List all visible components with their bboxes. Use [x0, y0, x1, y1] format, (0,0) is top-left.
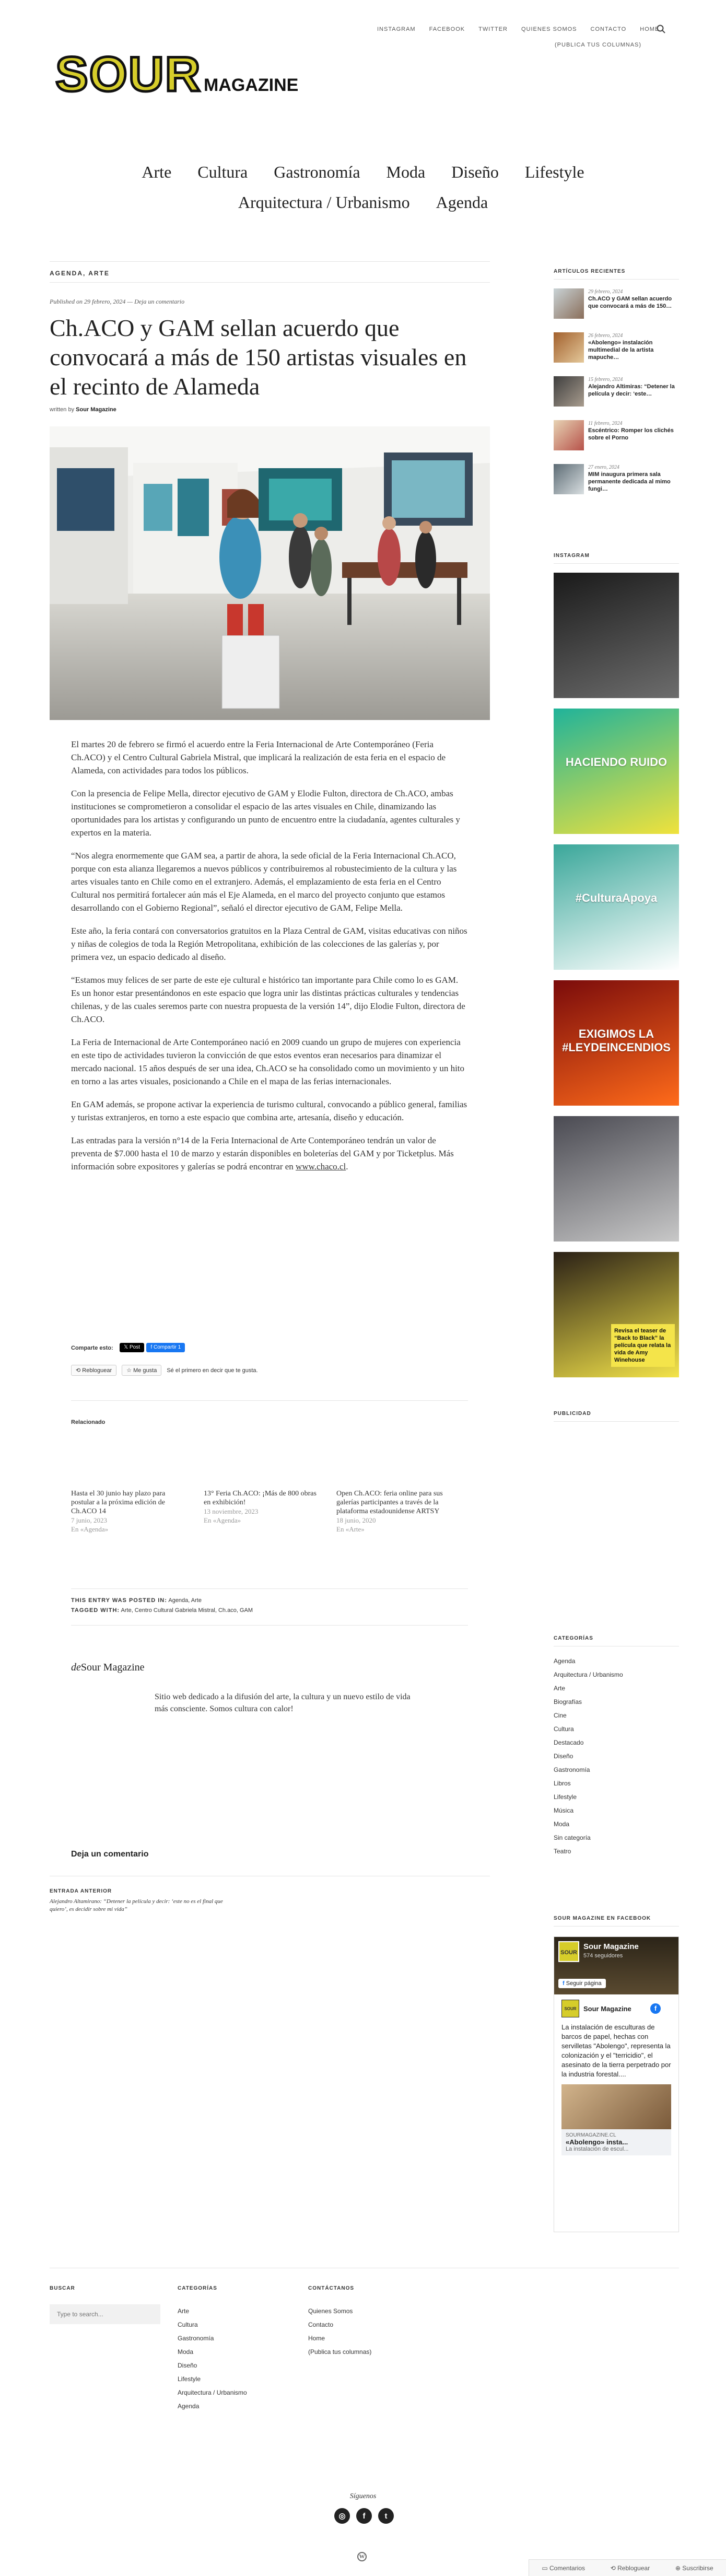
category-link[interactable]: Libros: [554, 1780, 571, 1787]
footer-search-heading: BUSCAR: [50, 2285, 75, 2291]
main-menu-item[interactable]: Gastronomía: [274, 163, 360, 181]
footer-category-link[interactable]: Cultura: [178, 2321, 198, 2328]
related-post-title[interactable]: 13° Feria Ch.ACO: ¡Más de 800 obras en exhibición!: [204, 1490, 317, 1506]
related-post-title[interactable]: Open Ch.ACO: feria online para sus galerías participantes a través de la plataforma estadounidense ARTSY: [336, 1490, 443, 1515]
divider: [554, 563, 679, 564]
footer-category-link[interactable]: Gastronomía: [178, 2335, 214, 2342]
main-menu-item[interactable]: Cultura: [197, 163, 248, 181]
share-x-button[interactable]: 𝕏 Post: [120, 1343, 144, 1352]
footer-contact-heading: CONTÁCTANOS: [308, 2285, 355, 2291]
instagram-icon[interactable]: ◎: [334, 2508, 350, 2524]
related-posts: [71, 1489, 468, 1534]
footer-contact-link[interactable]: (Publica tus columnas): [308, 2348, 372, 2355]
search-input[interactable]: [50, 2304, 160, 2324]
instagram-post[interactable]: [554, 844, 679, 970]
category-link[interactable]: Cine: [554, 1712, 567, 1719]
instagram-post[interactable]: [554, 1252, 679, 1377]
reblog-action-label: Rebloguear: [617, 2564, 650, 2572]
site-logo[interactable]: [52, 37, 298, 105]
like-bar: [71, 1365, 258, 1376]
footer-contact-link[interactable]: Home: [308, 2335, 325, 2342]
recent-posts-heading: ARTÍCULOS RECIENTES: [554, 269, 626, 274]
recent-post-text: [588, 464, 679, 494]
post-paragraphs: [71, 738, 468, 1124]
search-icon[interactable]: [656, 24, 666, 34]
related-post-date: 13 noviembre, 2023: [204, 1507, 259, 1515]
instagram-post[interactable]: [554, 709, 679, 834]
instagram-post-headline: EXIGIMOS LA #LEYDEINCENDIOS: [562, 1027, 671, 1054]
share-facebook-button[interactable]: f Compartir 1: [146, 1343, 185, 1352]
recent-post[interactable]: [554, 288, 679, 319]
top-nav-link[interactable]: INSTAGRAM: [377, 26, 416, 32]
main-menu-item[interactable]: Moda: [386, 163, 426, 181]
post-paragraph: “Estamos muy felices de ser parte de este eje cultural e histórico tan importante para Chile como lo es GAM. Es un honor estar presentándonos en este espacio que logra unir las distintas prácticas culturales y tendencias chilenas, y de las cuales seremos parte con nuestra propuesta de la versión 14”, dijo Elodie Fulton, directora de Ch.ACO.: [71, 975, 465, 1024]
footer-category-link[interactable]: Arte: [178, 2307, 190, 2315]
follow-label: Síguenos: [349, 2492, 377, 2500]
post-paragraph: En GAM además, se propone activar la experiencia de turismo cultural, convocando a público general, familias y turistas extranjeros, en torno a este espacio que combina arte, artesanía, diseño y educación.: [71, 1099, 467, 1122]
category-link[interactable]: Gastronomía: [554, 1766, 590, 1773]
logo-magazine-text: MAGAZINE: [204, 75, 298, 95]
related-heading: Relacionado: [71, 1419, 106, 1425]
like-button[interactable]: [122, 1365, 161, 1376]
fb-post: [554, 1994, 678, 2161]
footer-category-link[interactable]: Arquitectura / Urbanismo: [178, 2389, 247, 2396]
recent-post-title[interactable]: Ch.ACO y GAM sellan acuerdo que convocará a más de 150…: [588, 296, 672, 309]
like-label: Me gusta: [133, 1367, 157, 1374]
related-post-date: 7 junio, 2023: [71, 1516, 107, 1524]
recent-post[interactable]: [554, 376, 679, 407]
post-paragraph: El martes 20 de febrero se firmó el acuerdo entre la Feria Internacional de Arte Contemporáneo (Feria Ch.ACO) y el Centro Cultural Gabriela Mistral, que implicará la realización de esta feria en el espacio de Alameda, con actividades para todos los públicos.: [71, 739, 446, 775]
publicidad-heading: PUBLICIDAD: [554, 1411, 591, 1417]
instagram-post[interactable]: [554, 980, 679, 1106]
recent-post-thumbnail[interactable]: [554, 376, 584, 407]
post-taxonomy: [71, 1596, 253, 1616]
category-link[interactable]: Biografías: [554, 1698, 582, 1705]
related-post[interactable]: [71, 1489, 186, 1534]
comment-icon: ▭: [542, 2564, 550, 2572]
top-nav-link[interactable]: FACEBOOK: [429, 26, 465, 32]
category-link[interactable]: Cultura: [554, 1725, 574, 1733]
recent-post-text: [588, 420, 679, 450]
tagged-links[interactable]: Arte, Centro Cultural Gabriela Mistral, Ch.aco, GAM: [121, 1607, 253, 1614]
post-paragraph: Este año, la feria contará con conversatorios gratuitos en la Plaza Central de GAM, visitas educativas con niños y niñas de colegios de toda la Región Metropolitana, exhibición de las colecciones de las galerías y, por primera vez, un espacio dedicado al diseño.: [71, 926, 467, 962]
fb-post-author[interactable]: Sour Magazine: [583, 2004, 631, 2013]
author-name-text: Sour Magazine: [80, 1662, 145, 1673]
category-link[interactable]: Moda: [554, 1820, 570, 1828]
filed-row: [71, 1596, 253, 1606]
recent-post-title[interactable]: MIM inaugura primera sala permanente dedicada al mimo fungi…: [588, 471, 671, 492]
facebook-heading: SOUR MAGAZINE EN FACEBOOK: [554, 1916, 651, 1921]
filed-links[interactable]: Agenda, Arte: [168, 1597, 202, 1604]
post-paragraph: Con la presencia de Felipe Mella, director ejecutivo de GAM y Elodie Fulton, directora de Ch.ACO, ambas instituciones se comprometieron a consolidar el espacio de las artes visuales en Chile, dinamizando las oportunidades para los artistas y configurando un punto de encuentro entre la ciudadanía, agentes culturales y expertos en la materia.: [71, 788, 460, 838]
recent-post-date: 26 febrero, 2024: [588, 333, 623, 339]
reblog-button[interactable]: [71, 1365, 116, 1376]
instagram-post[interactable]: [554, 573, 679, 698]
footer-category-link[interactable]: Diseño: [178, 2362, 197, 2369]
instagram-heading: INSTAGRAM: [554, 553, 590, 559]
fb-post-header: [561, 2000, 671, 2017]
categories-heading: CATEGORÍAS: [554, 1635, 593, 1641]
footer-categories-heading: CATEGORÍAS: [178, 2285, 217, 2291]
recent-post-thumbnail[interactable]: [554, 420, 584, 450]
previous-entry-link[interactable]: Alejandro Altamirano: “Detener la película y decir: ‘este no es el final que quiero’, es decidir sobre mi vida”: [50, 1898, 223, 1912]
author-bio: Sitio web dedicado a la difusión del arte, la cultura y un nuevo estilo de vida más consciente. Somos cultura con calor!: [155, 1692, 411, 1713]
hero-image: [50, 426, 490, 720]
share-label: Comparte esto:: [71, 1345, 113, 1352]
fb-page-name[interactable]: Sour Magazine: [583, 1942, 639, 1951]
filed-label: THIS ENTRY WAS POSTED IN:: [71, 1597, 167, 1604]
post-body: [71, 738, 468, 1183]
footer-contact: [308, 2304, 371, 2359]
fb-follow-label: Seguir página: [566, 1980, 602, 1987]
reblog-action-button[interactable]: [611, 2565, 650, 2572]
fb-link-preview[interactable]: [561, 2129, 671, 2155]
star-icon: ☆: [126, 1367, 134, 1374]
post-paragraph-last: Las entradas para la versión n°14 de la Feria Internacional de Arte Contemporáneo tendrán un valor de preventa de $7.000 hasta el 10 de marzo y estarán disponibles en boleterías del GAM y por Ticketplus. Más información sobre expositores y galerías se podrá encontrar en www.chaco.cl.: [71, 1135, 454, 1171]
recent-post-text: [588, 332, 679, 363]
recent-post-date: 27 enero, 2024: [588, 465, 619, 470]
divider: [71, 1625, 468, 1626]
related-post-category: En «Agenda»: [71, 1525, 109, 1533]
related-post[interactable]: [336, 1489, 451, 1534]
recent-post[interactable]: [554, 332, 679, 363]
related-post-category: En «Arte»: [336, 1525, 365, 1533]
facebook-icon[interactable]: f: [650, 2003, 661, 2014]
fb-post-avatar: SOUR: [561, 2000, 579, 2017]
twitter-icon[interactable]: t: [378, 2508, 394, 2524]
recent-post-title[interactable]: «Abolengo» instalación multimedial de la artista mapuche…: [588, 340, 654, 361]
fb-link-image[interactable]: [561, 2084, 671, 2129]
previous-entry-label: ENTRADA ANTERIOR: [50, 1888, 112, 1894]
facebook-icon[interactable]: f: [356, 2508, 372, 2524]
category-link[interactable]: Teatro: [554, 1848, 571, 1855]
fb-link-domain: SOURMAGAZINE.CL: [566, 2132, 616, 2138]
recent-post-title[interactable]: Escéntrico: Romper los clichés sobre el Porno: [588, 427, 674, 441]
footer-category-link[interactable]: Agenda: [178, 2403, 200, 2410]
instagram-post-headline: HACIENDO RUIDO: [565, 756, 668, 769]
main-menu-item[interactable]: Agenda: [436, 193, 488, 212]
category-link[interactable]: Sin categoría: [554, 1834, 591, 1841]
tagged-label: TAGGED WITH:: [71, 1607, 120, 1614]
main-menu-item[interactable]: Lifestyle: [524, 163, 584, 181]
category-link[interactable]: Agenda: [554, 1657, 576, 1665]
reblog-icon: ⟲: [610, 2564, 618, 2572]
related-post-date: 18 junio, 2020: [336, 1516, 376, 1524]
post-title: Ch.ACO y GAM sellan acuerdo que convocará a más de 150 artistas visuales en el recinto de Alameda: [50, 315, 467, 400]
author-name[interactable]: [71, 1662, 145, 1674]
top-nav-link[interactable]: CONTACTO: [590, 26, 627, 32]
divider: [554, 279, 679, 280]
category-link[interactable]: Arte: [554, 1685, 566, 1692]
subscribe-label: Suscribirse: [682, 2564, 713, 2572]
categories-list: [554, 1654, 623, 1858]
chaco-link[interactable]: www.chaco.cl: [296, 1162, 346, 1171]
reblog-label: Rebloguear: [82, 1367, 112, 1374]
fb-post-text: La instalación de esculturas de barcos de papel, hechas con servilletas "Abolengo", representa la colonización y el "terricidio", el asesinato de la tierra perpetrado por la industria forestal....: [561, 2023, 671, 2078]
comments-label: Comentarios: [549, 2564, 586, 2572]
recent-post-thumbnail[interactable]: [554, 288, 584, 319]
recent-post-text: [588, 288, 679, 319]
footer-contact-link[interactable]: Quienes Somos: [308, 2307, 353, 2315]
footer-category-link[interactable]: Lifestyle: [178, 2375, 201, 2383]
related-post[interactable]: [204, 1489, 319, 1534]
main-menu-item[interactable]: Arquitectura / Urbanismo: [238, 193, 410, 212]
like-note: Sé el primero en decir que te gusta.: [167, 1367, 258, 1374]
facebook-widget: [554, 1936, 679, 2232]
top-nav-link[interactable]: TWITTER: [478, 26, 508, 32]
main-menu-row-1: [0, 157, 726, 187]
divider: [50, 282, 490, 283]
post-paragraph: La Feria de Internacional de Arte Contemporáneo nació en 2009 cuando un grupo de mujeres con experiencia en este tipo de actividades tuvieron la convicción de que estos eventos eran necesarios para dinamizar el mercado nacional. 15 años después de ser una idea, Ch.ACO se ha consolidado como un movimiento y un hito en torno a las artes visuales, posicionando a Chile en el mapa de las ferias internacionales.: [71, 1037, 465, 1086]
fb-followers: 574 seguidores: [583, 1953, 623, 1959]
comments-button[interactable]: [542, 2565, 585, 2572]
main-menu: [0, 157, 726, 217]
paragraph-text: Las entradas para la versión n°14 de la Feria Internacional de Arte Contemporáneo tendrán un valor de preventa de $7.000 hasta el 10 de marzo y estarán disponibles en boleterías del GAM y por Ticketplus. Más información sobre expositores y galerías se podrá encontrar en: [71, 1135, 454, 1171]
social-icons: [334, 2508, 394, 2524]
comment-heading: Deja un comentario: [71, 1850, 149, 1859]
instagram-post-headline: #CulturaApoya: [575, 891, 658, 904]
divider: [554, 1926, 679, 1927]
instagram-post[interactable]: [554, 1116, 679, 1241]
top-nav-link[interactable]: HOME: [640, 26, 660, 32]
related-post-title[interactable]: Hasta el 30 junio hay plazo para postular a la próxima edición de Ch.ACO 14: [71, 1490, 166, 1515]
top-nav-publish-link[interactable]: (PUBLICA TUS COLUMNAS): [555, 42, 642, 48]
category-link[interactable]: Destacado: [554, 1739, 584, 1746]
byline-prefix: written by: [50, 407, 75, 413]
footer-categories: [178, 2304, 247, 2413]
post-categories[interactable]: AGENDA, ARTE: [50, 270, 110, 277]
author-name-prefix: de: [71, 1662, 81, 1673]
top-navigation: [377, 26, 659, 32]
divider: [554, 1421, 679, 1422]
tagged-row: [71, 1606, 253, 1616]
wordpress-icon[interactable]: W: [357, 2552, 367, 2561]
divider: [50, 261, 490, 262]
share-bar: [71, 1343, 468, 1352]
post-meta: Published on 29 febrero, 2024 — Deja un comentario: [50, 298, 185, 305]
fb-cover: [554, 1937, 678, 1994]
facebook-icon: f: [563, 1980, 566, 1987]
fb-link-title: «Abolengo» insta...: [566, 2138, 628, 2146]
footer-category-link[interactable]: Moda: [178, 2348, 194, 2355]
main-menu-row-2: [0, 187, 726, 217]
recent-post[interactable]: [554, 464, 679, 494]
fb-link-desc: La instalación de escul...: [566, 2146, 629, 2152]
logo-sour-text: SOUR: [55, 47, 202, 101]
subscribe-icon: ⊕: [675, 2564, 683, 2572]
main-menu-item[interactable]: Arte: [142, 163, 172, 181]
category-link[interactable]: Música: [554, 1807, 574, 1814]
subscribe-button[interactable]: [675, 2565, 713, 2572]
fb-avatar[interactable]: SOUR: [558, 1941, 579, 1962]
category-link[interactable]: Arquitectura / Urbanismo: [554, 1671, 623, 1678]
related-post-category: En «Agenda»: [204, 1516, 241, 1524]
post-byline: [50, 407, 116, 413]
recent-post[interactable]: [554, 420, 679, 450]
recent-post-text: [588, 376, 679, 407]
action-bar: [529, 2559, 726, 2576]
category-link[interactable]: Diseño: [554, 1753, 573, 1760]
footer-contact-link[interactable]: Contacto: [308, 2321, 334, 2328]
recent-post-thumbnail[interactable]: [554, 332, 584, 363]
divider: [71, 1588, 468, 1589]
recent-post-date: 15 febrero, 2024: [588, 377, 623, 382]
instagram-post-caption: Revisa el teaser de “Back to Black” la película que relata la vida de Amy Winehouse: [611, 1324, 675, 1367]
reblog-icon: ⟲: [76, 1367, 83, 1374]
byline-author[interactable]: Sour Magazine: [76, 407, 116, 413]
recent-post-thumbnail[interactable]: [554, 464, 584, 494]
fb-follow-button[interactable]: [558, 1979, 606, 1988]
divider: [71, 1400, 468, 1401]
recent-post-date: 11 febrero, 2024: [588, 421, 623, 426]
recent-post-title[interactable]: Alejandro Altimiras: “Detener la película y decir: ‘este…: [588, 384, 675, 397]
main-menu-item[interactable]: Diseño: [451, 163, 499, 181]
category-link[interactable]: Lifestyle: [554, 1793, 577, 1801]
recent-post-date: 29 febrero, 2024: [588, 289, 623, 295]
top-nav-link[interactable]: QUIENES SOMOS: [521, 26, 577, 32]
post-paragraph: “Nos alegra enormemente que GAM sea, a partir de ahora, la sede oficial de la Feria Internacional Ch.ACO, porque con esta alianza llegaremos a nuevos públicos y contribuiremos al robustecimiento de la cultura y las artes visuales tanto en Chile como en el extranjero. Además, el emplazamiento de esta feria en el Centro Cultural nos permitirá fortalecer aún más el Eje Alameda, en el marco del proyecto conjunto que estamos desarrollando con el Gobierno Regional”, señaló el director ejecutivo de GAM, Felipe Mella.: [71, 851, 457, 913]
